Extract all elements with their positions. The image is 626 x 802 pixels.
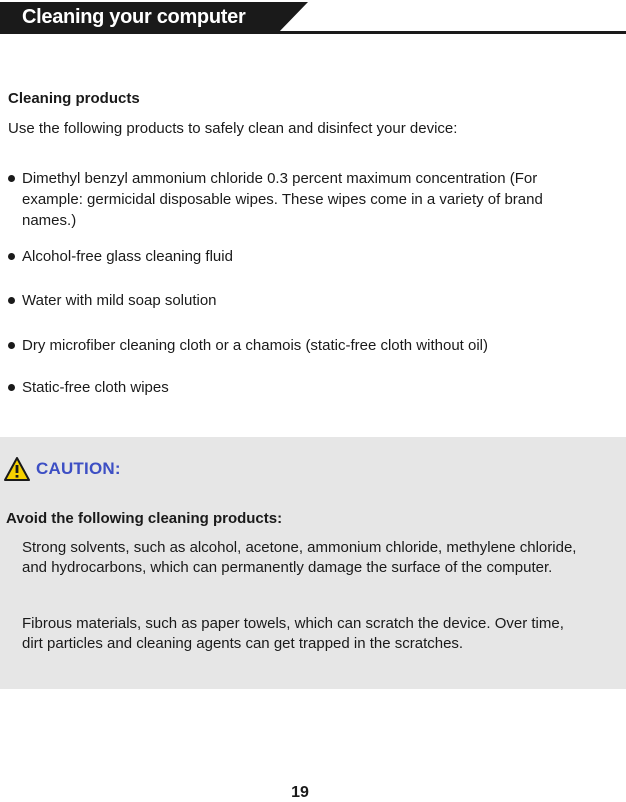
list-item [8,335,608,356]
warning-triangle-icon [4,457,30,481]
list-item-text: Alcohol-free glass cleaning fluid [22,248,233,265]
caution-box [0,437,626,689]
list-item [8,377,568,398]
list-item-text: Dimethyl benzyl ammonium chloride 0.3 percent maximum concentration (For example: germicidal disposable wipes. These wipes come in a variety of brand names.) [22,170,543,229]
bullet-icon [8,342,15,349]
header-banner [0,0,626,36]
list-item-text: Dry microfiber cleaning cloth or a chamois (static-free cloth without oil) [22,337,489,354]
caution-paragraph: Fibrous materials, such as paper towels, which can scratch the device. Over time, dirt particles and cleaning agents can get trapped in the scratches. [22,615,564,652]
caution-label: CAUTION: [36,459,121,478]
caution-paragraph: Strong solvents, such as alcohol, acetone, ammonium chloride, methylene chloride, and hydrocarbons, which can permanently damage the surface of the computer. [22,539,577,576]
caution-header [4,455,121,483]
page-number: 19 [291,784,309,801]
list-item-text: Static-free cloth wipes [22,379,169,396]
intro-text: Use the following products to safely clean and disinfect your device: [8,120,458,137]
page-title: Cleaning your computer [22,6,246,28]
section-heading-cleaning-products: Cleaning products [8,90,140,107]
avoid-heading: Avoid the following cleaning products: [6,510,283,527]
bullet-icon [8,297,15,304]
bullet-icon [8,253,15,260]
bullet-icon [8,384,15,391]
list-item [8,168,568,231]
list-item [8,246,568,267]
list-item-text: Water with mild soap solution [22,292,217,309]
bullet-icon [8,175,15,182]
list-item [8,290,568,311]
